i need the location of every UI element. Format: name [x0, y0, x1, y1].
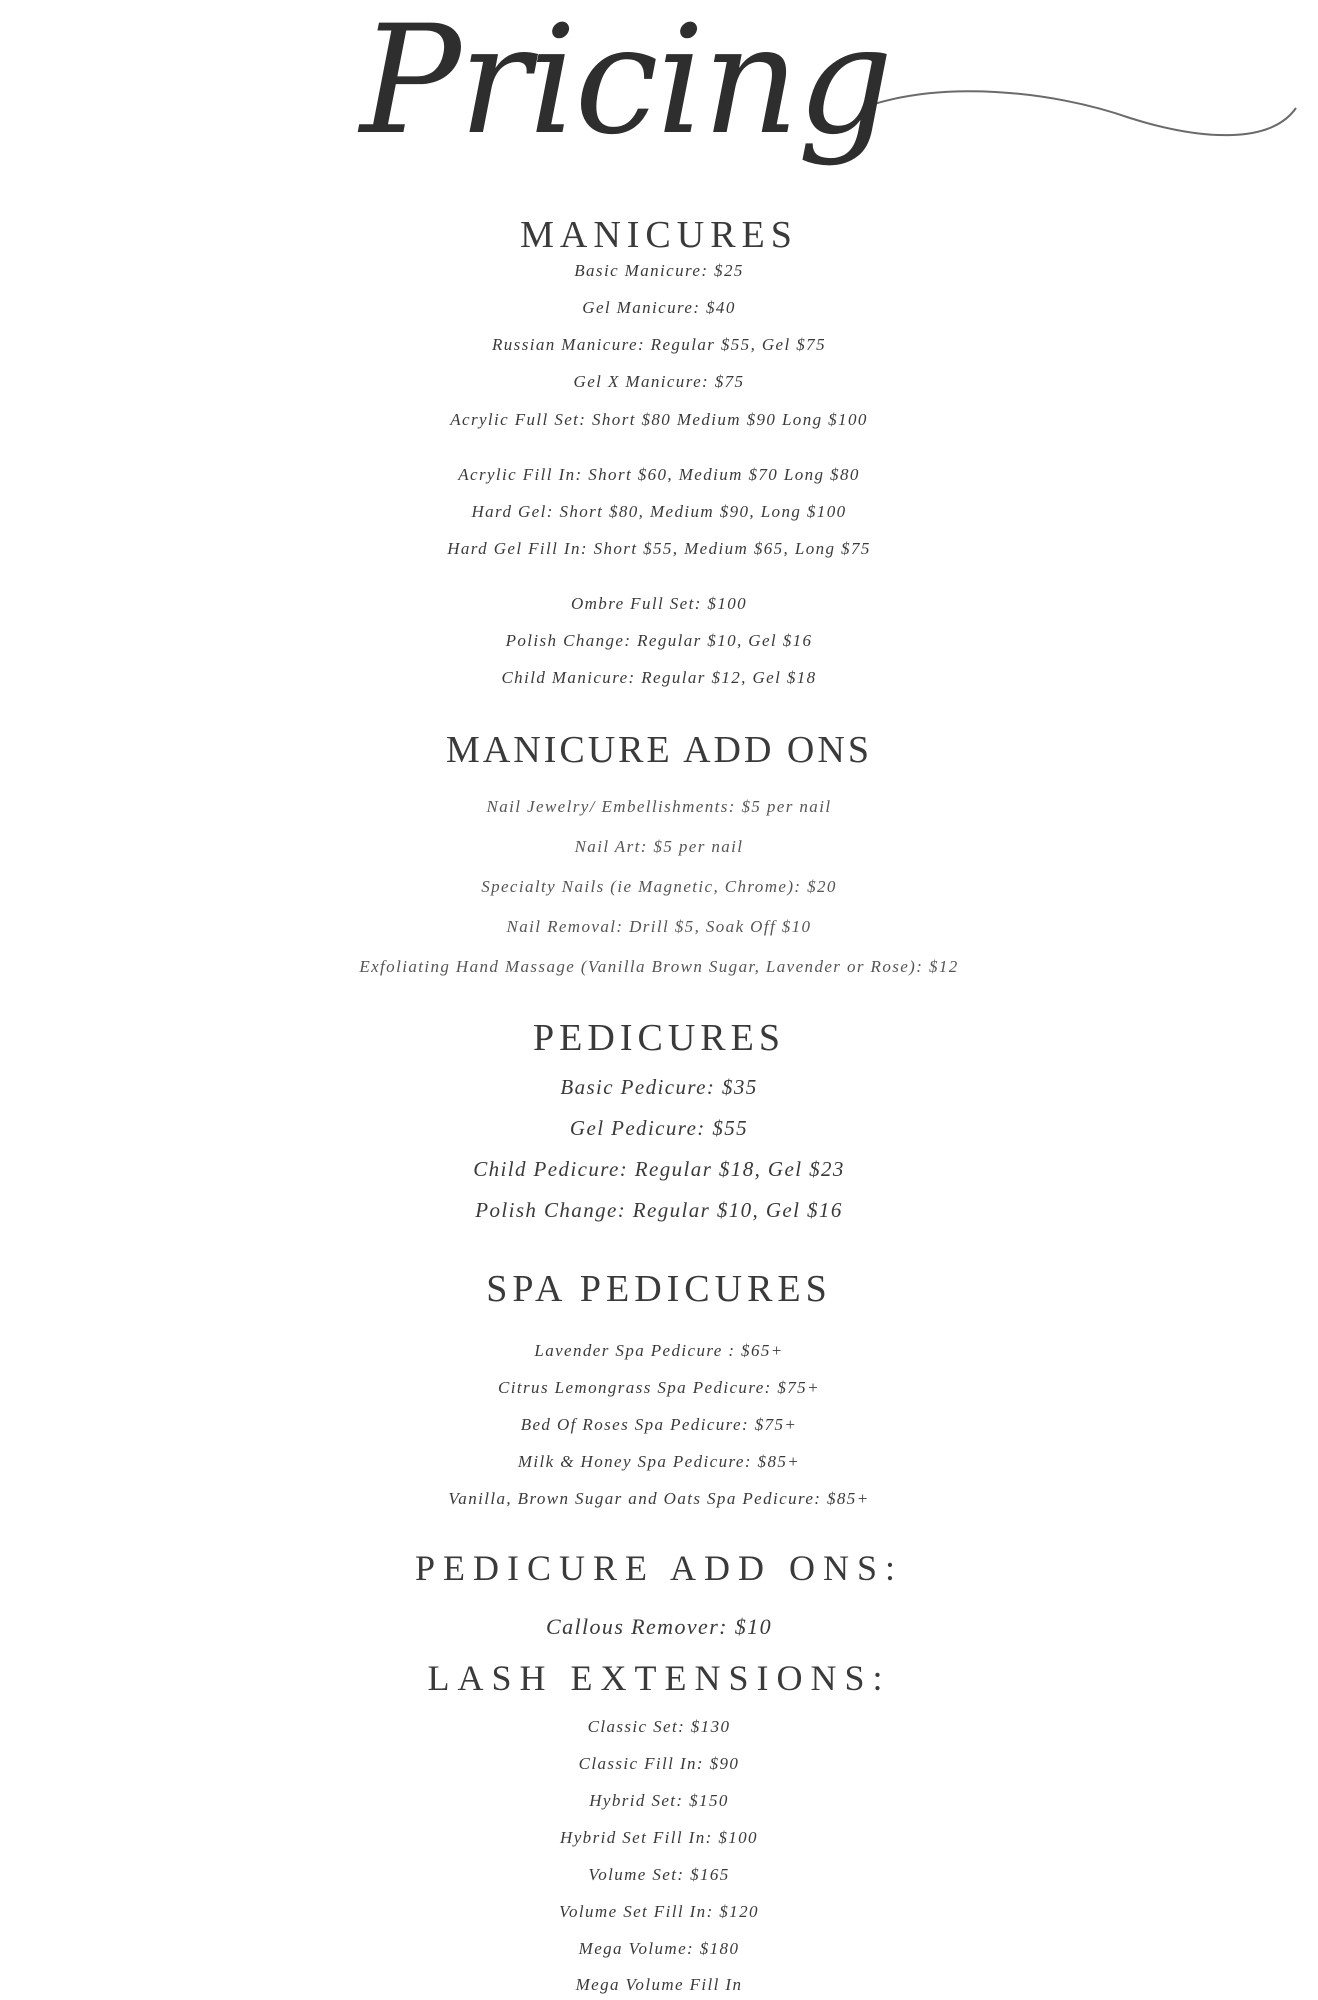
section-heading-manicure-add-ons: MANICURE ADD ONS	[446, 729, 872, 771]
list-item: Citrus Lemongrass Spa Pedicure: $75+	[498, 1378, 820, 1397]
list-item: Vanilla, Brown Sugar and Oats Spa Pedicure: $85+	[448, 1489, 870, 1508]
list-item: Bed Of Roses Spa Pedicure: $75+	[520, 1415, 798, 1434]
section-heading-pedicures: PEDICURES	[533, 1017, 785, 1059]
list-item: Acrylic Full Set: Short $80 Medium $90 Long $100	[450, 410, 868, 429]
list-item: Classic Fill In: $90	[578, 1754, 740, 1773]
section-heading-lash-extensions: LASH EXTENSIONS:	[427, 1658, 891, 1698]
list-item: Nail Removal: Drill $5, Soak Off $10	[506, 917, 812, 936]
list-item: Gel X Manicure: $75	[573, 372, 745, 391]
list-item: Polish Change: Regular $10, Gel $16	[505, 631, 813, 650]
list-item: Russian Manicure: Regular $55, Gel $75	[492, 335, 826, 354]
list-item: Mega Volume: $180	[578, 1939, 740, 1958]
list-item: Nail Jewelry/ Embellishments: $5 per nail	[486, 797, 832, 816]
section-heading-pedicure-add-ons: PEDICURE ADD ONS:	[414, 1548, 904, 1588]
list-item: Hard Gel: Short $80, Medium $90, Long $100	[471, 502, 847, 521]
list-item: Lavender Spa Pedicure : $65+	[534, 1341, 784, 1360]
list-item: Basic Pedicure: $35	[560, 1075, 758, 1099]
section-heading-spa-pedicures: SPA PEDICURES	[486, 1268, 832, 1310]
list-item: Gel Pedicure: $55	[569, 1116, 749, 1140]
list-item: Callous Remover: $10	[546, 1614, 772, 1639]
list-item: Milk & Honey Spa Pedicure: $85+	[517, 1452, 801, 1471]
list-item: Exfoliating Hand Massage (Vanilla Brown Sugar, Lavender or Rose): $12	[359, 957, 959, 976]
section-heading-manicures: MANICURES	[520, 214, 798, 256]
page-title: Pricing	[360, 0, 892, 168]
list-item: Hybrid Set: $150	[589, 1791, 729, 1810]
list-item: Child Pedicure: Regular $18, Gel $23	[473, 1157, 845, 1181]
list-item: Volume Set Fill In: $120	[559, 1902, 759, 1921]
swash-line	[862, 91, 1296, 135]
list-item: Hard Gel Fill In: Short $55, Medium $65, Long $75	[447, 539, 871, 558]
title-banner	[0, 0, 1318, 215]
list-item: Gel Manicure: $40	[582, 298, 736, 317]
list-item: Child Manicure: Regular $12, Gel $18	[501, 668, 817, 687]
list-item: Acrylic Fill In: Short $60, Medium $70 Long $80	[458, 465, 860, 484]
list-item: Classic Set: $130	[587, 1717, 731, 1736]
list-item: Ombre Full Set: $100	[570, 594, 748, 613]
list-item: Specialty Nails (ie Magnetic, Chrome): $20	[481, 877, 837, 896]
list-item: Nail Art: $5 per nail	[574, 837, 744, 856]
list-item: Volume Set: $165	[588, 1865, 730, 1884]
list-item: Hybrid Set Fill In: $100	[560, 1828, 758, 1847]
list-item: Polish Change: Regular $10, Gel $16	[475, 1198, 843, 1222]
list-item: Mega Volume Fill In	[575, 1975, 743, 1994]
list-item: Basic Manicure: $25	[574, 261, 744, 280]
